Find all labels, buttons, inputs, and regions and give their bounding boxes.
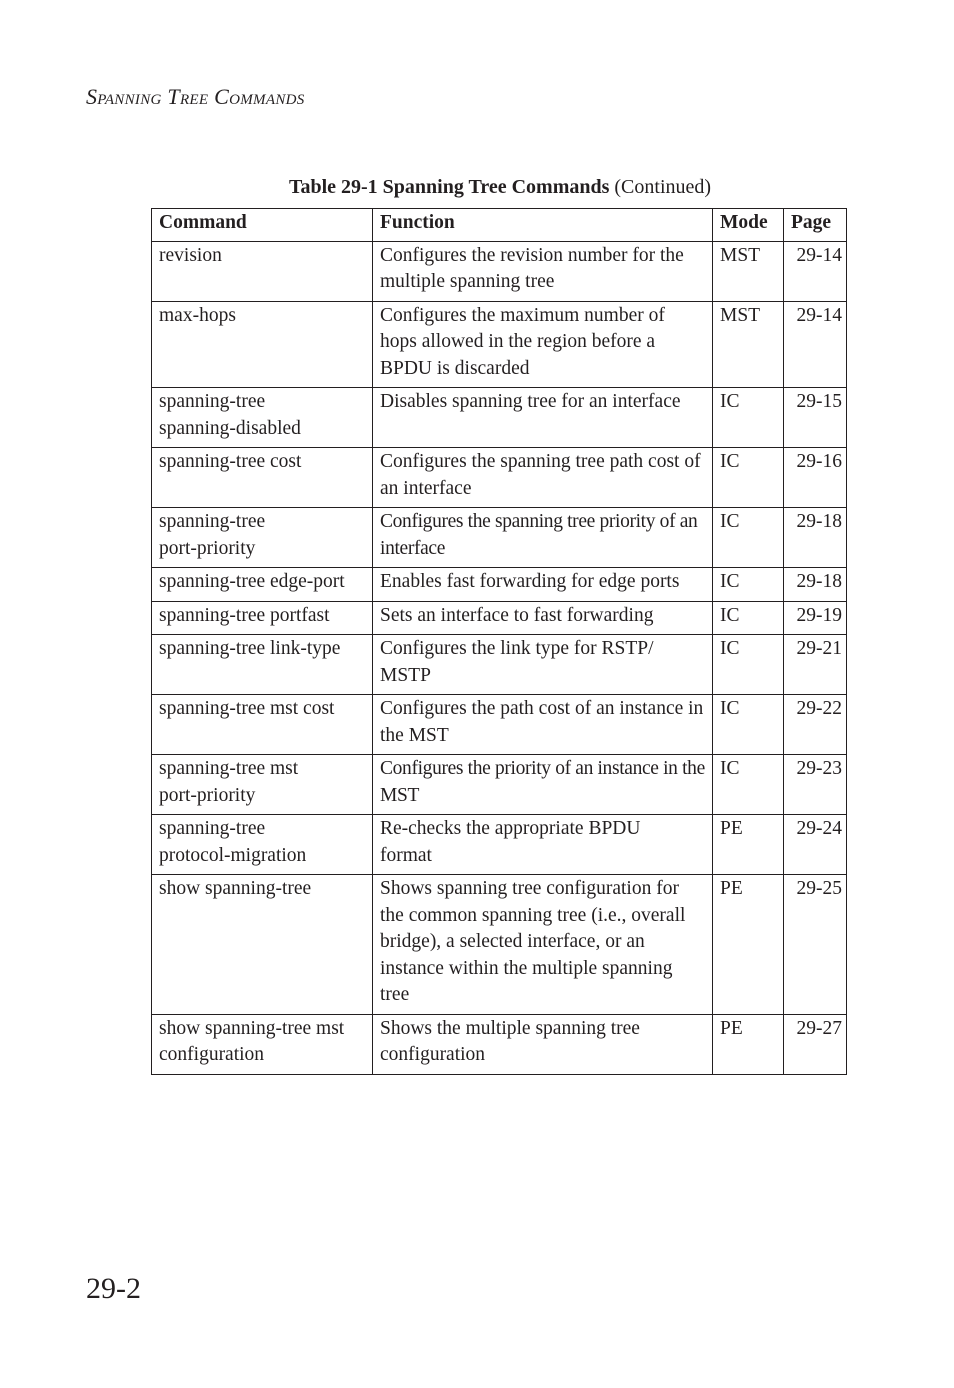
cell-command: show spanning-tree: [152, 875, 373, 1015]
header-mode: Mode: [713, 209, 784, 242]
cell-mode: IC: [713, 448, 784, 508]
cell-command: spanning-tree edge-port: [152, 568, 373, 602]
cell-page: 29-14: [784, 241, 847, 301]
cell-command: spanning-tree mst cost: [152, 695, 373, 755]
cell-page: 29-15: [784, 388, 847, 448]
cell-mode: IC: [713, 508, 784, 568]
cell-mode: IC: [713, 388, 784, 448]
cell-function: Shows the multiple spanning tree configuration: [373, 1014, 713, 1074]
table-row: [152, 568, 847, 602]
cell-page: 29-24: [784, 815, 847, 875]
cell-command: spanning-tree portfast: [152, 601, 373, 635]
cell-page: 29-23: [784, 755, 847, 815]
table-row: [152, 815, 847, 875]
cell-mode: MST: [713, 241, 784, 301]
cell-function: Configures the spanning tree path cost of an interface: [373, 448, 713, 508]
cell-page: 29-19: [784, 601, 847, 635]
cell-mode: IC: [713, 635, 784, 695]
cell-mode: PE: [713, 815, 784, 875]
cell-mode: IC: [713, 755, 784, 815]
spanning-tree-commands-table: [151, 208, 847, 1075]
table-row: [152, 635, 847, 695]
cell-page: 29-18: [784, 568, 847, 602]
running-head: Spanning Tree Commands: [86, 84, 305, 109]
cell-page: 29-21: [784, 635, 847, 695]
cell-mode: PE: [713, 875, 784, 1015]
header-function: Function: [373, 209, 713, 242]
table-caption: [0, 176, 954, 199]
cell-page: 29-25: [784, 875, 847, 1015]
cell-command: spanning-tree spanning-disabled: [152, 388, 373, 448]
cell-command: spanning-tree cost: [152, 448, 373, 508]
table-row: [152, 508, 847, 568]
commands-table-container: [151, 208, 846, 1075]
cell-command: spanning-tree mst port-priority: [152, 755, 373, 815]
table-row: [152, 1014, 847, 1074]
header-command: Command: [152, 209, 373, 242]
table-row: [152, 301, 847, 388]
cell-command: show spanning-tree mst configuration: [152, 1014, 373, 1074]
cell-page: 29-18: [784, 508, 847, 568]
header-page: Page: [784, 209, 847, 242]
cell-mode: MST: [713, 301, 784, 388]
table-row: [152, 241, 847, 301]
table-row: [152, 448, 847, 508]
cell-mode: IC: [713, 568, 784, 602]
table-caption-suffix: (Continued): [609, 176, 712, 198]
table-row: [152, 388, 847, 448]
cell-function: Configures the link type for RSTP/ MSTP: [373, 635, 713, 695]
cell-command: spanning-tree link-type: [152, 635, 373, 695]
table-header-row: [152, 209, 847, 242]
table-row: [152, 755, 847, 815]
cell-page: 29-16: [784, 448, 847, 508]
table-row: [152, 695, 847, 755]
table-row: [152, 601, 847, 635]
cell-command: spanning-tree protocol-migration: [152, 815, 373, 875]
cell-mode: IC: [713, 601, 784, 635]
cell-function: Configures the priority of an instance in the MST: [373, 755, 713, 815]
cell-function: Disables spanning tree for an interface: [373, 388, 713, 448]
table-caption-title: Table 29-1 Spanning Tree Commands: [288, 176, 610, 198]
cell-page: 29-22: [784, 695, 847, 755]
cell-function: Configures the spanning tree priority of an interface: [373, 508, 713, 568]
cell-page: 29-27: [784, 1014, 847, 1074]
cell-function: Configures the maximum number of hops allowed in the region before a BPDU is discarded: [373, 301, 713, 388]
cell-function: Configures the revision number for the multiple spanning tree: [373, 241, 713, 301]
cell-command: revision: [152, 241, 373, 301]
page-number: 29-2: [86, 1272, 141, 1305]
cell-function: Configures the path cost of an instance in the MST: [373, 695, 713, 755]
cell-mode: IC: [713, 695, 784, 755]
cell-page: 29-14: [784, 301, 847, 388]
cell-function: Enables fast forwarding for edge ports: [373, 568, 713, 602]
cell-function: Shows spanning tree configuration for the common spanning tree (i.e., overall bridge), a selected interface, or an instance within the multiple spanning tree: [373, 875, 713, 1015]
cell-command: spanning-tree port-priority: [152, 508, 373, 568]
cell-command: max-hops: [152, 301, 373, 388]
cell-function: Sets an interface to fast forwarding: [373, 601, 713, 635]
table-row: [152, 875, 847, 1015]
cell-function: Re-checks the appropriate BPDU format: [373, 815, 713, 875]
cell-mode: PE: [713, 1014, 784, 1074]
